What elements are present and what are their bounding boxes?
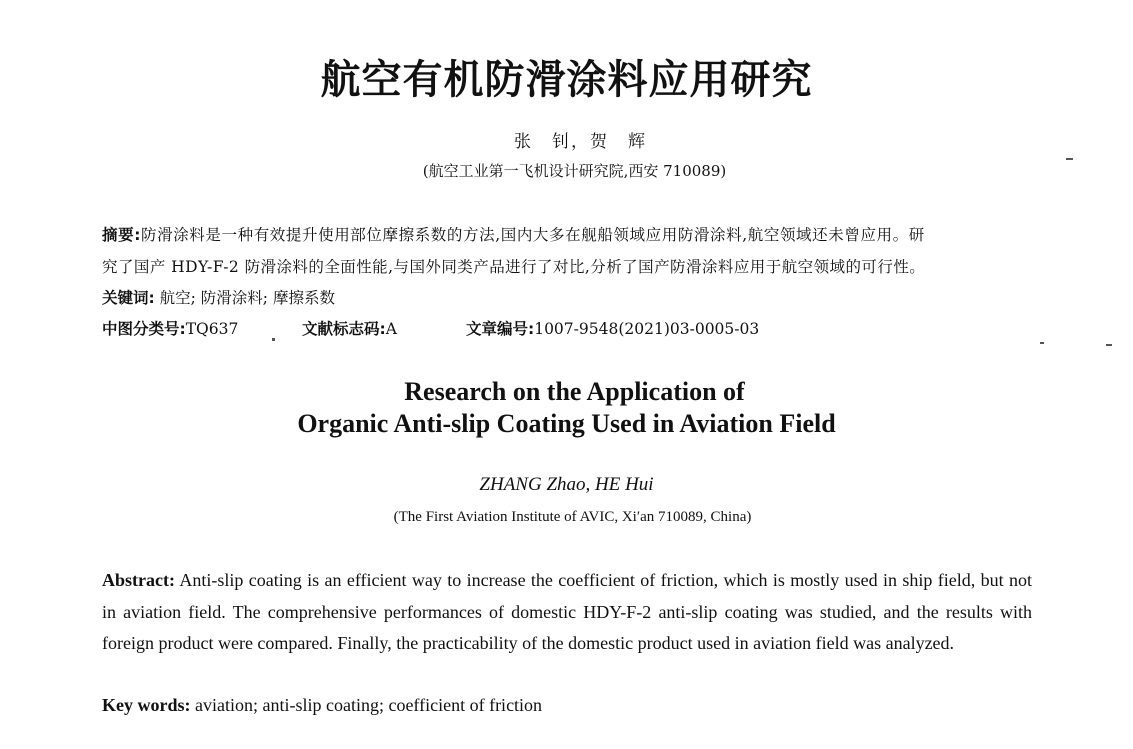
english-title-line-1: Research on the Application of bbox=[404, 377, 745, 406]
article-number-value: 1007-9548(2021)03-0005-03 bbox=[534, 320, 760, 338]
chinese-affiliation: (航空工业第一飞机设计研究院,西安 710089) bbox=[422, 162, 727, 180]
scan-mark bbox=[1106, 344, 1112, 346]
chinese-keywords-label: 关键词: bbox=[102, 289, 155, 307]
english-keywords-text: aviation; anti-slip coating; coefficient of friction bbox=[195, 695, 543, 715]
clc-label: 中图分类号: bbox=[102, 320, 186, 338]
clc-value: TQ637 bbox=[185, 320, 239, 338]
chinese-abstract-line-1 bbox=[102, 224, 1032, 246]
clc-number bbox=[102, 318, 238, 340]
english-title-line-2: Organic Anti-slip Coating Used in Aviation Field bbox=[297, 409, 836, 438]
english-keywords bbox=[102, 690, 1032, 721]
english-abstract-label: Abstract: bbox=[102, 570, 175, 590]
chinese-abstract-label: 摘要: bbox=[102, 226, 141, 244]
chinese-keywords bbox=[102, 287, 1032, 309]
english-abstract bbox=[102, 565, 1032, 660]
chinese-abstract-text-1: 防滑涂料是一种有效提升使用部位摩擦系数的方法,国内大多在舰船领域应用防滑涂料,航空领域还未曾应用。研 bbox=[141, 226, 925, 244]
document-code bbox=[302, 318, 397, 340]
english-affiliation: (The First Aviation Institute of AVIC, Xi′an 710089, China) bbox=[393, 509, 752, 525]
chinese-keywords-text: 航空; 防滑涂料; 摩擦系数 bbox=[159, 289, 335, 307]
scan-mark bbox=[1040, 342, 1044, 344]
english-keywords-label: Key words: bbox=[102, 695, 191, 715]
document-code-value: A bbox=[385, 320, 397, 338]
english-authors: ZHANG Zhao, HE Hui bbox=[479, 474, 654, 495]
chinese-abstract-line-2: 究了国产 HDY-F-2 防滑涂料的全面性能,与国外同类产品进行了对比,分析了国产防滑涂料应用于航空领域的可行性。 bbox=[102, 258, 926, 276]
english-abstract-text: Anti-slip coating is an efficient way to increase the coefficient of friction, which is mostly used in ship field, but not in aviation field. The comprehensive performances of domestic HDY-F-2 anti-slip coating was studied, and the results with foreign product were compared. Finally, the practicability of the domestic product used in aviation field was analyzed. bbox=[102, 570, 1032, 653]
article-number-label: 文章编号: bbox=[466, 320, 535, 338]
chinese-title: 航空有机防滑涂料应用研究 bbox=[320, 57, 813, 103]
article-number bbox=[466, 318, 759, 340]
scan-mark bbox=[1066, 158, 1073, 160]
document-code-label: 文献标志码: bbox=[302, 320, 386, 338]
chinese-authors: 张 钊，贺 辉 bbox=[514, 132, 647, 152]
scan-mark bbox=[272, 338, 275, 341]
